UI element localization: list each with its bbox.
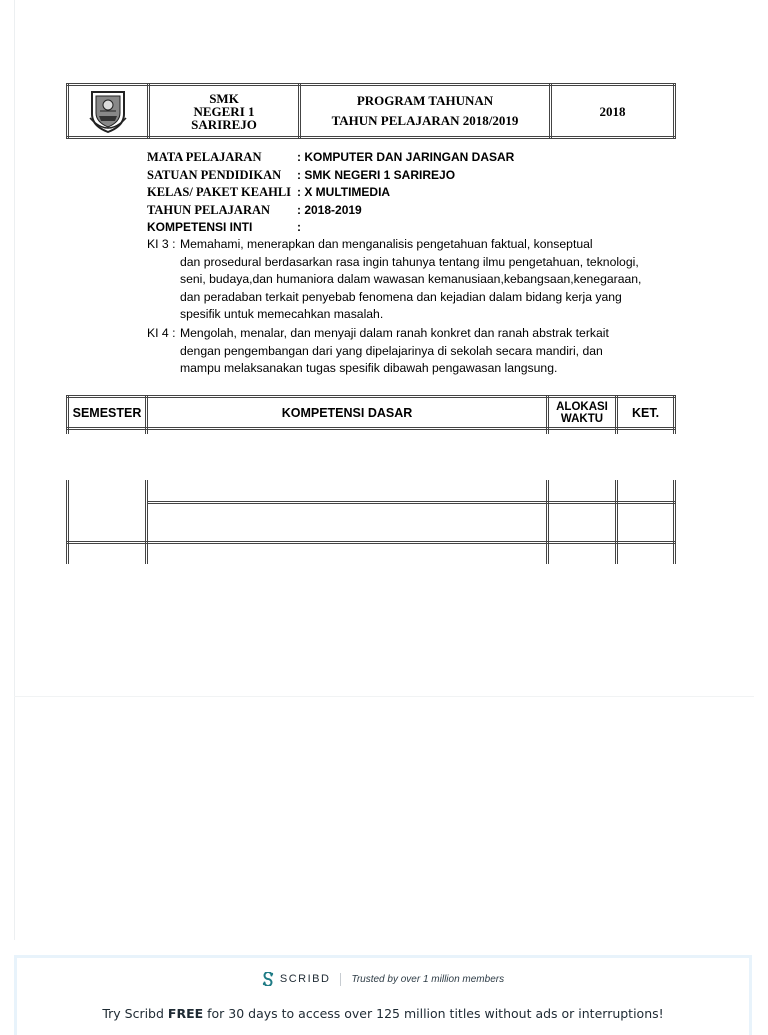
table-cell — [617, 502, 675, 542]
table-cell — [617, 480, 675, 502]
meta-label: KOMPETENSI INTI — [147, 220, 253, 234]
ket-header: KET. — [617, 397, 675, 429]
table-cell — [548, 502, 617, 542]
table-cell — [147, 429, 548, 435]
province-crest-icon — [88, 88, 128, 134]
table-cell — [548, 480, 617, 502]
ki-prefix: KI 4 : — [147, 326, 176, 340]
divider — [340, 973, 341, 986]
ki-3-paragraph — [147, 236, 687, 324]
meta-value: : 2018-2019 — [297, 202, 362, 217]
document-page — [14, 0, 755, 940]
table-cell — [617, 429, 675, 435]
table-cell — [548, 542, 617, 564]
ki-4-paragraph — [147, 325, 687, 378]
table-cell — [147, 502, 548, 542]
scribd-brand-row — [17, 972, 749, 986]
scribd-tagline: Trusted by over 1 million members — [351, 973, 505, 985]
ki-line: dan peradaban terkait penyebab fenomena dan kejadian dalam bidang kerja yang — [180, 289, 622, 304]
document-header-table — [66, 83, 676, 139]
table-cell — [68, 429, 147, 435]
ki-text — [180, 325, 687, 378]
promo-text-post: for 30 days to access over 125 million titles without ads or interruptions! — [203, 1006, 664, 1021]
meta-label: TAHUN PELAJARAN — [147, 202, 271, 217]
program-title: PROGRAM TAHUNAN — [356, 93, 494, 108]
meta-label: MATA PELAJARAN — [147, 150, 262, 164]
table-cell — [548, 429, 617, 435]
logo-cell — [68, 85, 149, 138]
ki-line: Mengolah, menalar, dan menyaji dalam ranah konkret dan ranah abstrak terkait — [180, 326, 609, 340]
ki-line: spesifik untuk memecahkan masalah. — [180, 307, 384, 322]
school-line: SMK — [209, 90, 239, 106]
table-cell — [68, 480, 147, 542]
ki-line: dengan pengembangan dari yang dipelajarinya di sekolah secara mandiri, dan — [180, 343, 603, 358]
table-fragment — [66, 480, 676, 564]
ki-line: mampu melaksanakan tugas spesifik dibawah pengawasan langsung. — [180, 361, 558, 376]
school-line: SARIREJO — [191, 116, 257, 132]
promo-text-pre: Try Scribd — [102, 1006, 168, 1021]
page-separator — [14, 696, 754, 697]
competency-table — [66, 395, 676, 434]
year-cell: 2018 — [551, 85, 675, 138]
alokasi-waktu-header: ALOKASI WAKTU — [548, 397, 617, 429]
scribd-logo-icon — [262, 972, 274, 986]
table-cell — [147, 480, 548, 502]
ki-prefix: KI 3 : — [147, 237, 176, 251]
ki-line: dan prosedural berdasarkan rasa ingin tahunya tentang ilmu pengetahuan, teknologi, — [180, 254, 639, 269]
meta-value: : — [297, 220, 301, 234]
ki-line: Memahami, menerapkan dan menganalisis pengetahuan faktual, konseptual — [180, 237, 593, 251]
program-title-cell — [300, 85, 551, 138]
table-cell — [617, 542, 675, 564]
table-cell — [147, 542, 548, 564]
school-name-cell — [149, 85, 300, 138]
academic-year-title: TAHUN PELAJARAN 2018/2019 — [331, 113, 519, 128]
table-cell — [68, 542, 147, 564]
promo-text-free: FREE — [167, 1006, 204, 1021]
meta-value: : X MULTIMEDIA — [297, 184, 392, 202]
meta-label: SATUAN PENDIDIKAN — [147, 167, 282, 182]
scribd-promo-text[interactable] — [17, 1006, 749, 1021]
school-line: NEGERI 1 — [193, 103, 255, 119]
meta-label: KELAS/ PAKET KEAHLI — [147, 185, 292, 199]
meta-value: : KOMPUTER DAN JARINGAN DASAR — [297, 150, 515, 164]
ki-text — [180, 236, 687, 324]
kompetensi-dasar-header: KOMPETENSI DASAR — [147, 397, 548, 429]
meta-value: : SMK NEGERI 1 SARIREJO — [297, 167, 456, 182]
scribd-brand-name: SCRIBD — [279, 973, 331, 985]
scribd-promo-bar — [14, 955, 752, 1035]
ki-line: seni, budaya,dan humaniora dalam wawasan kemanusiaan,kebangsaan,kenegaraan, — [180, 272, 642, 287]
semester-header: SEMESTER — [68, 397, 147, 429]
